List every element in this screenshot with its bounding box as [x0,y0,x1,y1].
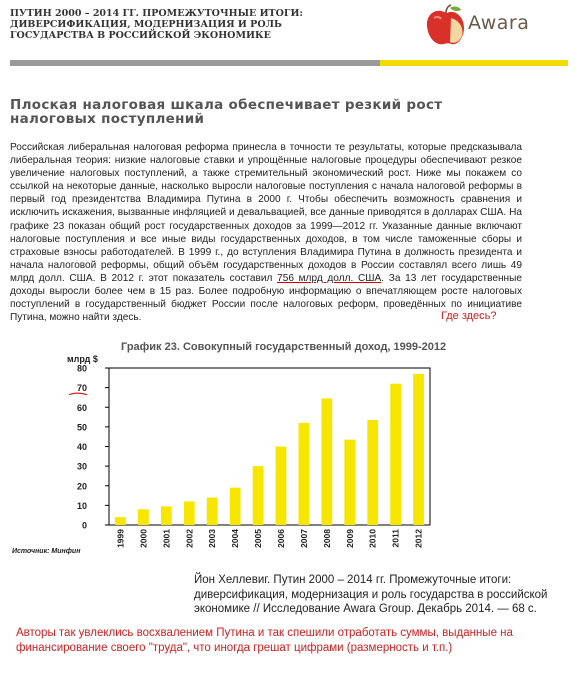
x-tick-label: 2005 [253,529,264,548]
bar-2010 [367,420,378,525]
x-tick-label: 2012 [413,529,424,548]
header-divider [10,60,568,66]
citation: Йон Хеллевиг. Путин 2000 – 2014 гг. Промежуточные итоги: диверсификация, модернизация и роль государства в российской экономике // Исследование Awara Group. Декабрь 2014. — 68 с. [194,574,548,615]
y-tick-label: 30 [76,461,87,472]
bar-2005 [253,466,264,525]
x-tick-label: 2007 [298,529,309,548]
x-tick-label: 1999 [115,529,126,548]
y-tick-label: 40 [76,442,87,452]
divider-gray-segment [10,60,380,66]
x-tick-label: 2004 [230,529,241,548]
x-tick-label: 2008 [321,529,332,548]
bar-2001 [161,506,172,525]
x-tick-label: 2000 [138,529,149,548]
bar-2004 [230,488,241,525]
where-comment: Где здесь? [441,310,497,322]
y-tick-label: 20 [76,481,87,492]
y-tick-label: 0 [81,520,87,531]
logo-text: Awara [468,12,530,34]
document-header-title: ПУТИН 2000 – 2014 ГГ. ПРОМЕЖУТОЧНЫЕ ИТОГИ: ДИВЕРСИФИКАЦИЯ, МОДЕРНИЗАЦИЯ И РОЛЬ ГОСУДАРСТВА В РОССИЙСКОЙ ЭКОНОМИКЕ [10,8,303,41]
plot-frame [109,368,430,525]
bar-2003 [207,498,218,525]
x-tick-label: 2001 [161,529,172,548]
annotation-underline-mark [69,393,87,395]
body-text-part1: Российская либеральная налоговая реформа принесла в точности те результаты, которые предсказывала либеральная теория: низкие налоговые ставки и упрощённые налоговые процедуры обеспечивают резкое увеличение налоговых поступлений, а также стремительный экономический рост. Ниже мы покажем со ссылкой на некоторые данные, насколько выросли налоговые поступления с начала налоговой реформы в первый год президентства Владимира Путина в 2000 г. Чтобы обеспечить возможность сравнения и исключить искажения, вызванные инфляцией и девальвацией, все данные приводятся в долларах США. На графике 23 показан общий рост государственных доходов за 1999—2012 гг. Указанные данные включают налоговые поступления и все иные виды государственных доходов, в том числе таможенные сборы и страховые взносы работодателей. В 1999 г., до вступления Владимира Путина в должность президента и начала налоговой реформы, общий объём государственных доходов в России составлял всего лишь 49 млрд долл. США. В 2012 г. этот показатель составил [10,142,522,284]
divider-yellow-segment [380,60,568,66]
x-tick-label: 2003 [207,529,218,548]
bar-2002 [184,501,195,525]
chart-title: График 23. Совокупный государственный доход, 1999-2012 [121,341,447,353]
source-note: Источник: Минфин [12,548,81,555]
y-tick-label: 60 [76,402,87,413]
bar-2008 [321,398,332,525]
x-tick-label: 2010 [367,529,378,548]
y-tick-label: 80 [76,363,87,374]
x-tick-label: 2006 [275,529,286,548]
bar-2000 [138,509,149,525]
y-axis-label: млрд $ [67,354,98,364]
bar-2011 [390,384,401,525]
body-underlined-figure: 756 млрд долл. США [277,272,382,284]
revenue-bar-chart [60,346,440,566]
section-heading: Плоская налоговая шкала обеспечивает резкий рост налоговых поступлений [10,97,443,127]
y-tick-label: 50 [76,422,87,433]
y-tick-label: 70 [76,383,87,394]
x-tick-label: 2011 [390,529,401,548]
body-paragraph [10,141,522,324]
apple-icon [424,4,470,48]
bar-2007 [299,423,310,525]
awara-logo [418,2,568,50]
y-tick-label: 10 [76,500,87,511]
body-text-part2: . За 13 лет государственные доходы выросли более чем в 15 раз. Более подробную информацию о впечатляющем росте налоговых поступлений в государственный бюджет России после налоговых реформ, проведённых по инициативе Путина, можно найти здесь. [10,272,522,324]
x-tick-label: 2002 [184,529,195,548]
bar-1999 [115,517,126,525]
bar-2006 [276,447,287,526]
x-tick-label: 2009 [344,529,355,548]
annotator-comment: Авторы так увлеклись восхвалением Путина и так спешили отработать суммы, выданные на финансирование своего "труда", что иногда грешат цифрами (размерность и т.п.) [16,627,513,654]
bar-2009 [344,440,355,525]
bar-2012 [413,374,424,525]
